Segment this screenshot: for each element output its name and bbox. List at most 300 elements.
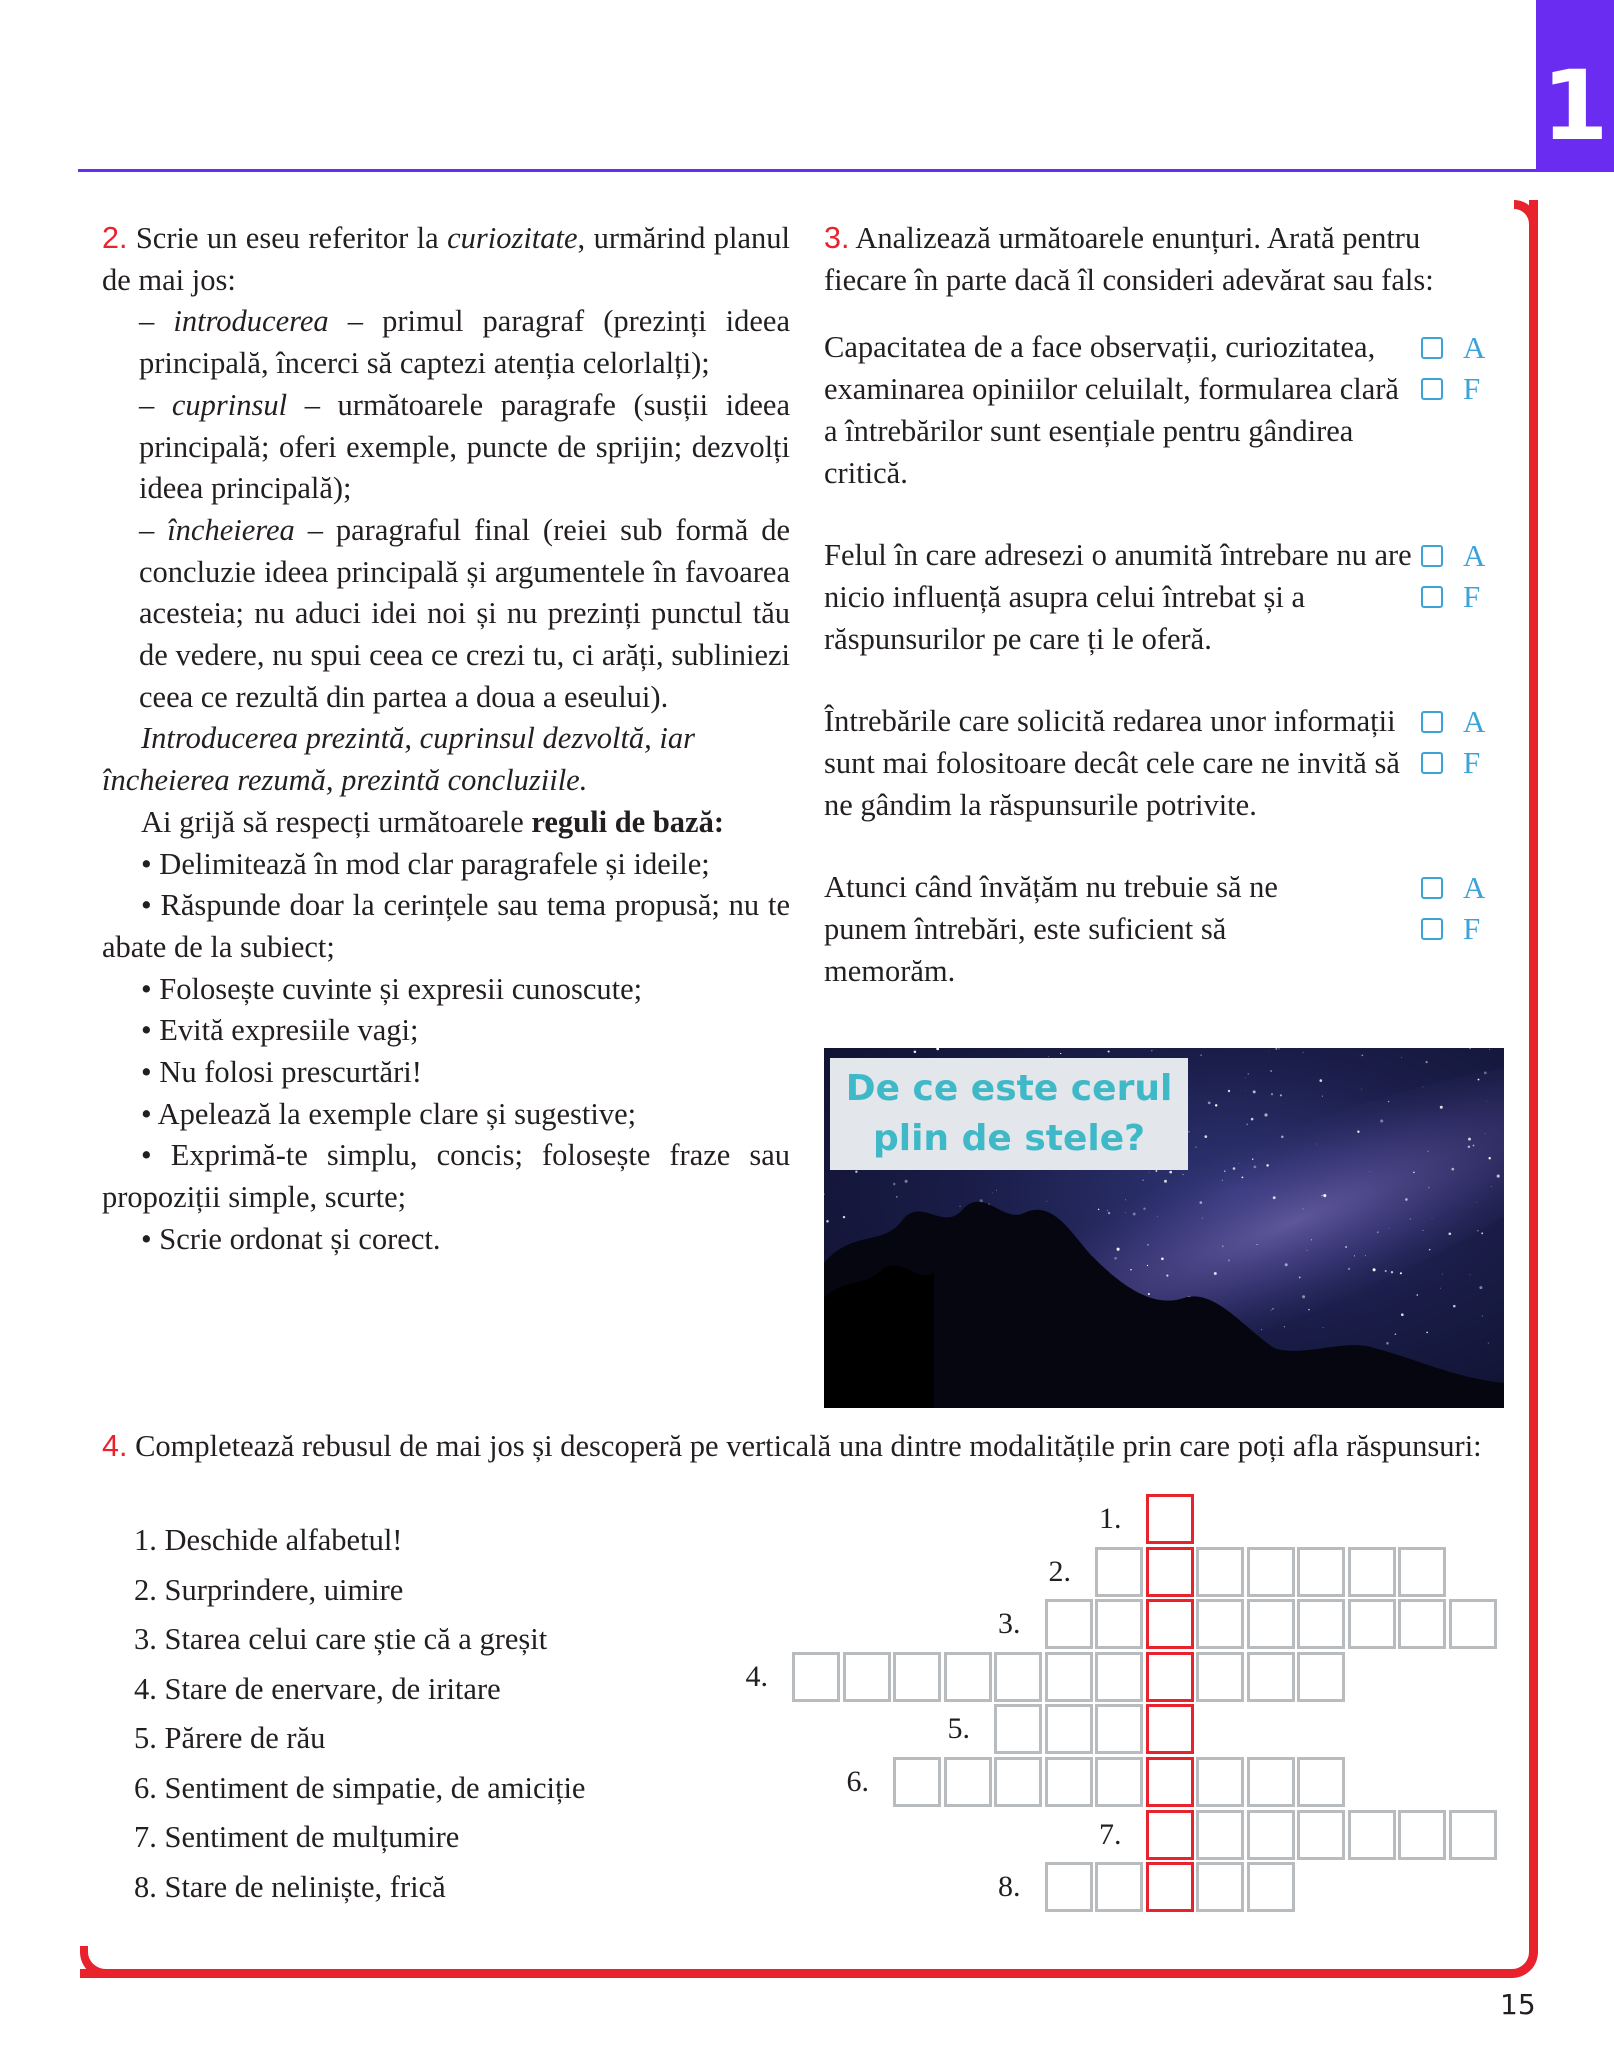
star-dot [1491, 1186, 1492, 1187]
star-dot [1303, 1208, 1304, 1209]
star-dot [1453, 1305, 1456, 1308]
true-label: A [1463, 704, 1486, 740]
exercise-4 [102, 1426, 1502, 1468]
rule-item: • Scrie ordonat și corect. [141, 1221, 441, 1256]
star-dot [1321, 1195, 1322, 1196]
star-dot [1254, 1166, 1257, 1169]
star-dot [1142, 1179, 1144, 1181]
exercise-3 [824, 218, 1504, 993]
star-dot [1473, 1145, 1475, 1147]
star-dot [1477, 1230, 1478, 1231]
crossword-cell[interactable] [1196, 1757, 1244, 1807]
star-dot [1148, 1293, 1150, 1295]
star-dot [1242, 1177, 1244, 1179]
star-dot [1482, 1315, 1483, 1316]
star-dot [1423, 1086, 1424, 1087]
clue-item: 2. Surprindere, uimire [134, 1572, 404, 1607]
crossword-cell[interactable] [1348, 1599, 1396, 1649]
star-dot [1484, 1072, 1487, 1075]
crossword-cell[interactable] [1297, 1757, 1345, 1807]
star-dot [1497, 1175, 1500, 1178]
star-dot [1251, 1118, 1254, 1121]
crossword-cell[interactable] [1348, 1547, 1396, 1597]
clue-item: 4. Stare de enervare, de iritare [134, 1671, 501, 1706]
clue-item: 7. Sentiment de mulțumire [134, 1820, 460, 1854]
star-dot [1266, 1164, 1269, 1167]
true-false-options [1421, 701, 1511, 783]
star-dot [1468, 1138, 1471, 1141]
crossword-cell[interactable] [1348, 1810, 1396, 1860]
star-dot [1253, 1090, 1256, 1093]
star-dot [1147, 1265, 1148, 1266]
statement-2 [824, 535, 1504, 660]
star-dot [1196, 1147, 1197, 1148]
exercise-3-number: 3. [824, 221, 850, 255]
option-true[interactable] [1421, 327, 1511, 368]
statement-text: Capacitatea de a face observații, curiozitatea, examinarea opiniilor celuilalt, formularea clară a întrebărilor sunt esențiale pentru gândirea critică. [824, 330, 1399, 490]
crossword-cell[interactable] [1247, 1862, 1295, 1912]
star-dot [1202, 1218, 1203, 1219]
crossword-cell[interactable] [1196, 1810, 1244, 1860]
option-true[interactable] [1421, 535, 1511, 576]
crossword-cell[interactable] [1045, 1757, 1093, 1807]
star-dot [1108, 1212, 1110, 1214]
star-dot [1275, 1048, 1277, 1050]
true-label: A [1463, 538, 1486, 574]
star-dot [1488, 1342, 1489, 1343]
star-dot [1155, 1170, 1157, 1172]
crossword-cell[interactable] [1095, 1862, 1143, 1912]
rule-item: • Apelează la exemple clare și sugestive; [141, 1096, 637, 1131]
star-dot [1311, 1239, 1312, 1240]
crossword-cell[interactable] [1095, 1547, 1143, 1597]
checkbox[interactable] [1421, 711, 1443, 733]
crossword-key-cell[interactable] [1146, 1757, 1194, 1807]
star-dot [1245, 1077, 1246, 1078]
crossword-row-number: 8. [998, 1870, 1021, 1904]
crossword-row-number: 1. [1099, 1502, 1122, 1535]
false-label: F [1463, 745, 1481, 781]
star-dot [1285, 1263, 1288, 1266]
checkbox[interactable] [1421, 918, 1443, 940]
clue-item: 6. Sentiment de simpatie, de amiciție [134, 1770, 586, 1805]
star-dot [1117, 1248, 1120, 1251]
star-dot [1048, 1056, 1049, 1057]
crossword-cell[interactable] [1045, 1704, 1093, 1754]
star-dot [1319, 1079, 1322, 1082]
star-dot [1448, 1232, 1451, 1235]
crossword-cell[interactable] [1398, 1599, 1446, 1649]
star-dot [1060, 1053, 1061, 1054]
star-dot [1423, 1230, 1424, 1231]
star-dot [1125, 1212, 1126, 1213]
star-dot [1417, 1294, 1419, 1296]
crossword-clues [134, 1516, 585, 1912]
star-dot [1107, 1210, 1108, 1211]
crossword-row-number: 6. [846, 1765, 869, 1798]
star-dot [1270, 1070, 1272, 1072]
night-sky-image [824, 1048, 1504, 1408]
star-dot [1108, 1050, 1110, 1052]
star-dot [1208, 1102, 1211, 1105]
star-dot [1247, 1073, 1249, 1075]
dash: – [139, 304, 174, 339]
true-false-options [1421, 867, 1511, 949]
rule-item: • Delimitează în mod clar paragrafele și ideile; [141, 846, 710, 881]
star-dot [1348, 1268, 1350, 1270]
star-dot [1284, 1326, 1285, 1327]
star-dot [1130, 1269, 1131, 1270]
plan-term: cuprinsul [171, 387, 288, 422]
true-label: A [1463, 330, 1486, 366]
star-dot [1410, 1218, 1411, 1219]
star-dot [1280, 1094, 1282, 1096]
star-dot [1098, 1209, 1100, 1211]
clue-item: 8. Stare de neliniște, frică [134, 1869, 446, 1904]
star-dot [1488, 1157, 1490, 1159]
chapter-number: 1 [1541, 50, 1609, 162]
crossword-cell[interactable] [944, 1652, 992, 1702]
plan-text: – paragraful final (reiei sub formă de concluzie ideea principală și argumentele în favoarea acesteia; nu aduci idei noi și nu prezinți punctul tău de vedere, nu spui ceea ce crezi tu, ci arăți, subliniezi ceea ce rezultă din partea a doua a eseului). [139, 512, 791, 714]
crossword-cell[interactable] [1045, 1862, 1093, 1912]
star-dot [1200, 1201, 1203, 1204]
image-caption: De ce este cerul plin de stele? [830, 1058, 1188, 1170]
star-dot [1214, 1272, 1217, 1275]
crossword-cell[interactable] [1095, 1652, 1143, 1702]
rules-bold: reguli de bază: [531, 804, 724, 839]
star-dot [1157, 1216, 1158, 1217]
true-label: A [1463, 870, 1486, 906]
star-dot [1361, 1088, 1362, 1089]
plan-term: introducerea [173, 304, 329, 339]
crossword-key-cell[interactable] [1146, 1810, 1194, 1860]
crossword-cell[interactable] [893, 1757, 941, 1807]
star-dot [1405, 1198, 1408, 1201]
rule-item: • Exprimă-te simplu, concis; folosește fraze sau propoziții simple, scurte; [102, 1138, 790, 1215]
crossword-cell[interactable] [1045, 1599, 1093, 1649]
option-true[interactable] [1421, 701, 1511, 742]
crossword-cell[interactable] [994, 1704, 1042, 1754]
false-label: F [1463, 911, 1481, 947]
crossword-cell[interactable] [994, 1757, 1042, 1807]
crossword-cell[interactable] [1095, 1704, 1143, 1754]
star-dot [1479, 1286, 1482, 1289]
star-dot [855, 1171, 857, 1173]
star-dot [1188, 1131, 1190, 1133]
star-dot [1228, 1090, 1230, 1092]
statement-text: Întrebările care solicită redarea unor informații sunt mai folositoare decât cele care ne invită să ne gândim la răspunsurile potrivite. [824, 704, 1400, 822]
page-number: 15 [1500, 1988, 1536, 2021]
star-dot [1281, 1135, 1284, 1138]
crossword-cell[interactable] [1247, 1599, 1295, 1649]
checkbox[interactable] [1421, 545, 1443, 567]
star-dot [1469, 1048, 1470, 1049]
star-dot [1468, 1146, 1470, 1148]
star-dot [914, 1051, 917, 1054]
star-dot [826, 1220, 829, 1223]
star-dot [1400, 1272, 1402, 1274]
star-dot [1200, 1054, 1201, 1055]
star-dot [1478, 1079, 1480, 1081]
star-dot [1428, 1187, 1430, 1189]
crossword-row-number: 5. [947, 1712, 970, 1746]
exercise-3-prompt [824, 218, 1504, 301]
star-dot [1476, 1202, 1477, 1203]
crossword-cell[interactable] [1449, 1810, 1497, 1860]
star-dot [1413, 1172, 1415, 1174]
dash: – [139, 512, 168, 547]
statement-1 [824, 327, 1504, 494]
crossword-row-number: 2. [1048, 1554, 1071, 1588]
star-dot [1147, 1244, 1149, 1246]
crossword-cell[interactable] [1196, 1862, 1244, 1912]
crossword-cell[interactable] [1398, 1547, 1446, 1597]
star-dot [824, 1193, 825, 1195]
star-dot [1143, 1208, 1145, 1210]
statement-text: Atunci când învățăm nu trebuie să ne punem întrebări, este suficient să memorăm. [824, 870, 1278, 988]
exercise-4-number: 4. [102, 1429, 128, 1463]
star-dot [1224, 1171, 1225, 1172]
exercise-2-intro [102, 218, 790, 301]
crossword-cell[interactable] [1196, 1547, 1244, 1597]
star-dot [1470, 1274, 1471, 1275]
plan-term: încheierea [167, 512, 295, 547]
star-dot [1246, 1124, 1248, 1126]
star-dot [1166, 1275, 1168, 1277]
star-dot [1322, 1096, 1323, 1097]
star-dot [1114, 1257, 1117, 1260]
star-dot [1354, 1255, 1355, 1256]
dash: – [139, 387, 172, 422]
star-dot [1125, 1200, 1126, 1201]
star-dot [1485, 1133, 1486, 1134]
star-dot [1272, 1308, 1273, 1309]
star-dot [996, 1190, 997, 1191]
star-dot [1278, 1048, 1279, 1049]
star-dot [1427, 1151, 1428, 1152]
rule-item: • Folosește cuvinte și expresii cunoscute; [141, 971, 643, 1006]
star-dot [1204, 1135, 1207, 1138]
plan-text: – următoarele paragrafe (susții ideea principală; oferi exemple, puncte de sprijin; dezvolți ideea principală); [139, 387, 790, 506]
star-dot [1489, 1049, 1490, 1050]
statement-3 [824, 701, 1504, 826]
true-false-options [1421, 535, 1511, 617]
star-dot [1323, 1194, 1326, 1197]
crossword-row-number: 7. [1099, 1817, 1122, 1851]
rule-item: • Nu folosi prescurtări! [141, 1055, 422, 1090]
option-true[interactable] [1421, 867, 1511, 908]
exercise-4-prompt [102, 1426, 1502, 1468]
crossword-key-cell[interactable] [1146, 1704, 1194, 1754]
crossword-cell[interactable] [1095, 1757, 1143, 1807]
star-dot [1222, 1245, 1224, 1247]
rule-item: • Evită expresiile vagi; [141, 1013, 419, 1048]
plan-item-incheierea [102, 510, 790, 719]
false-label: F [1463, 579, 1481, 615]
crossword-key-cell[interactable] [1146, 1862, 1194, 1912]
crossword-cell[interactable] [1095, 1599, 1143, 1649]
crossword-key-cell[interactable] [1146, 1494, 1194, 1544]
crossword-key-cell[interactable] [1146, 1547, 1194, 1597]
statement-text: Felul în care adresezi o anumită întrebare nu are nicio influență asupra celui întrebat și a răspunsurilor pe care ți le oferă. [824, 538, 1412, 656]
crossword-row-number: 3. [998, 1607, 1021, 1641]
star-dot [1323, 1327, 1324, 1328]
star-dot [1303, 1052, 1304, 1053]
star-dot [992, 1193, 993, 1194]
rule-item: • Răspunde doar la cerințele sau tema propusă; nu te abate de la subiect; [102, 888, 790, 964]
checkbox[interactable] [1421, 337, 1443, 359]
intro-text-b: , urmărind planul de mai jos: [102, 221, 790, 297]
star-dot [1257, 1244, 1258, 1245]
crossword-cell[interactable] [1247, 1810, 1295, 1860]
crossword-row-number: 4. [745, 1659, 768, 1693]
star-dot [905, 1180, 908, 1183]
star-dot [1432, 1218, 1433, 1219]
exercise-2-number: 2. [102, 221, 128, 255]
crossword-cell[interactable] [843, 1652, 891, 1702]
star-dot [1261, 1329, 1262, 1330]
star-dot [1169, 1171, 1172, 1174]
star-dot [1426, 1332, 1428, 1334]
plan-text: – primul paragraf (prezinți ideea principală, încerci să captezi atenția celorlalți); [139, 304, 790, 381]
star-dot [1252, 1159, 1253, 1160]
crossword-cell[interactable] [1297, 1547, 1345, 1597]
star-dot [1442, 1274, 1443, 1275]
star-dot [1486, 1101, 1487, 1102]
intro-italic: curiozitate [447, 221, 578, 255]
option-false[interactable] [1421, 576, 1511, 617]
star-dot [1308, 1309, 1310, 1311]
exercise-3-prompt-text: Analizează următoarele enunțuri. Arată pentru fiecare în parte dacă îl consideri adevărat sau fals: [824, 221, 1434, 297]
crossword-key-cell[interactable] [1146, 1599, 1194, 1649]
plan-item-cuprinsul [102, 385, 790, 510]
rules-intro-text: Ai grijă să respecți următoarele [141, 804, 532, 839]
star-dot [1245, 1090, 1246, 1091]
crossword-cell[interactable] [1196, 1652, 1244, 1702]
star-dot [1273, 1196, 1276, 1199]
intro-text-a: Scrie un eseu referitor la [127, 221, 448, 255]
star-dot [1149, 1172, 1150, 1173]
crossword-cell[interactable] [1247, 1652, 1295, 1702]
star-dot [1373, 1268, 1376, 1271]
option-false[interactable] [1421, 742, 1511, 783]
star-dot [1365, 1255, 1366, 1256]
header-rule [78, 169, 1538, 172]
summary-italic: Introducerea prezintă, cuprinsul dezvoltă, iar încheierea rezumă, prezintă concluziile. [102, 721, 696, 798]
crossword-cell[interactable] [1045, 1652, 1093, 1702]
star-dot [1440, 1106, 1443, 1109]
star-dot [1047, 1201, 1048, 1202]
star-dot [1299, 1276, 1301, 1278]
star-dot [1164, 1180, 1167, 1183]
checkbox[interactable] [1421, 378, 1443, 400]
star-dot [1151, 1050, 1152, 1051]
star-dot [1395, 1333, 1397, 1335]
checkbox[interactable] [1421, 877, 1443, 899]
rules-intro [102, 802, 790, 844]
crossword-cell[interactable] [1398, 1810, 1446, 1860]
star-dot [1386, 1342, 1389, 1345]
star-dot [893, 1183, 896, 1186]
star-dot [896, 1196, 898, 1198]
crossword-cell[interactable] [1247, 1757, 1295, 1807]
crossword-cell[interactable] [944, 1757, 992, 1807]
star-dot [1391, 1271, 1393, 1273]
exercise-2 [102, 218, 790, 1261]
star-dot [1317, 1144, 1318, 1145]
star-dot [843, 1216, 845, 1218]
crossword-cell[interactable] [1297, 1810, 1345, 1860]
star-dot [1401, 1057, 1402, 1058]
crossword-cell[interactable] [1247, 1547, 1295, 1597]
star-dot [1425, 1061, 1427, 1063]
crossword-cell[interactable] [1449, 1599, 1497, 1649]
star-dot [1271, 1093, 1273, 1095]
star-dot [1361, 1054, 1363, 1056]
star-dot [1429, 1249, 1431, 1251]
star-dot [1133, 1213, 1136, 1216]
star-dot [1233, 1167, 1236, 1170]
option-false[interactable] [1421, 908, 1511, 949]
star-dot [1385, 1270, 1387, 1272]
plan-item-introducerea [102, 301, 790, 384]
star-dot [1161, 1257, 1164, 1260]
star-dot [1269, 1050, 1270, 1051]
star-dot [1388, 1101, 1390, 1103]
checkbox[interactable] [1421, 752, 1443, 774]
crossword-cell[interactable] [792, 1652, 840, 1702]
clue-item: 3. Starea celui care știe că a greșit [134, 1622, 548, 1656]
star-dot [1215, 1104, 1217, 1106]
star-dot [1440, 1288, 1441, 1289]
clue-item: 5. Părere de rău [134, 1721, 326, 1755]
statement-4 [824, 867, 1504, 992]
star-dot [1238, 1163, 1239, 1164]
star-dot [1222, 1180, 1223, 1181]
crossword-cell[interactable] [994, 1652, 1042, 1702]
star-dot [1228, 1259, 1230, 1261]
star-dot [959, 1206, 960, 1207]
summary-line [102, 718, 790, 801]
clue-item: 1. Deschide alfabetul! [134, 1523, 403, 1557]
star-dot [1345, 1246, 1347, 1248]
star-dot [1357, 1131, 1359, 1133]
star-dot [1451, 1168, 1454, 1171]
star-dot [1380, 1119, 1383, 1122]
crossword-key-cell[interactable] [1146, 1652, 1194, 1702]
star-dot [1307, 1250, 1308, 1251]
checkbox[interactable] [1421, 586, 1443, 608]
crossword-cell[interactable] [1297, 1652, 1345, 1702]
true-false-options [1421, 327, 1511, 409]
chapter-tab [1536, 0, 1614, 172]
star-dot [1401, 1313, 1404, 1316]
crossword-cell[interactable] [1196, 1599, 1244, 1649]
crossword-cell[interactable] [1297, 1599, 1345, 1649]
star-dot [1389, 1228, 1390, 1229]
false-label: F [1463, 371, 1481, 407]
star-dot [936, 1048, 939, 1050]
crossword-cell[interactable] [893, 1652, 941, 1702]
star-dot [1377, 1231, 1379, 1233]
star-dot [1271, 1310, 1272, 1311]
star-dot [1264, 1113, 1267, 1116]
exercise-4-prompt-text: Completează rebusul de mai jos și descoperă pe verticală una dintre modalitățile prin care poți afla răspunsuri: [127, 1429, 1482, 1463]
option-false[interactable] [1421, 368, 1511, 409]
star-dot [1481, 1232, 1483, 1234]
star-dot [1183, 1174, 1184, 1175]
star-dot [1302, 1295, 1305, 1298]
